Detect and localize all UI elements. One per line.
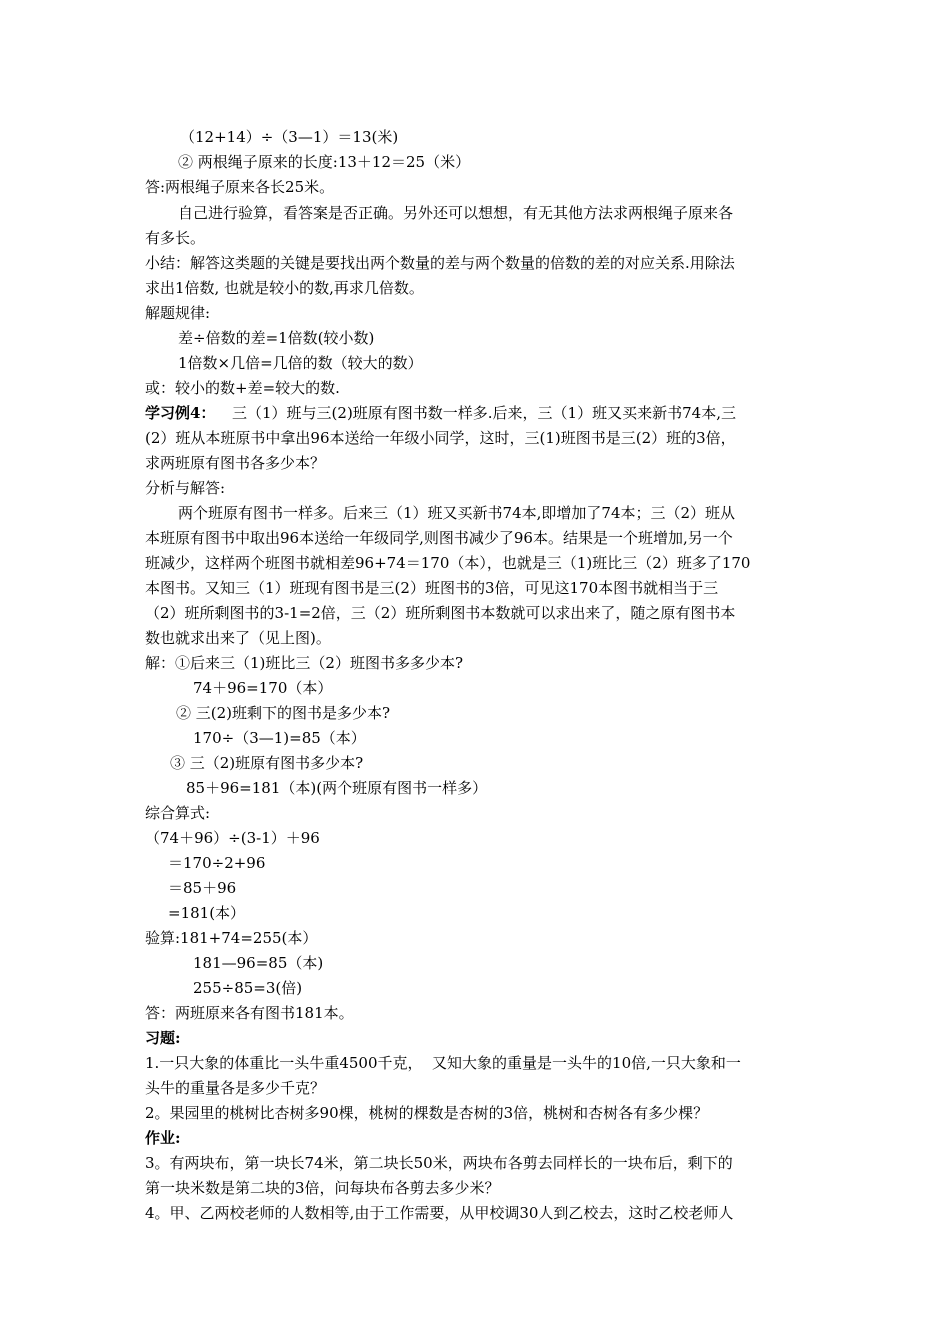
text-line: ③ 三（2)班原有图书多少本? — [170, 754, 364, 772]
text-line: 班减少，这样两个班图书就相差96+74＝170（本），也就是三（1)班比三（2）班多了170 — [145, 554, 751, 572]
text-line: 两个班原有图书一样多。后来三（1）班又买新书74本,即增加了74本；三（2）班从 — [178, 504, 736, 522]
text-line: 4。甲、乙两校老师的人数相等,由于工作需要，从甲校调30人到乙校去，这时乙校老师人 — [145, 1204, 734, 1222]
text-line: 头牛的重量各是多少千克？ — [145, 1079, 326, 1097]
text-line: 第一块米数是第二块的3倍，问每块布各剪去多少米？ — [145, 1179, 500, 1197]
text-line: 小结：解答这类题的关键是要找出两个数量的差与两个数量的倍数的差的对应关系.用除法 — [145, 254, 735, 272]
text-line: ＝85＋96 — [168, 879, 237, 897]
text-line: (2）班从本班原书中拿出96本送给一年级小同学，这时，三(1)班图书是三(2）班的3倍， — [145, 429, 736, 447]
text-line: 1.一只大象的体重比一头牛重4500千克， 又知大象的重量是一头牛的10倍,一只大象和一 — [145, 1054, 741, 1072]
text-line: 三（1）班与三(2)班原有图书数一样多.后来，三（1）班又买来新书74本,三 — [232, 404, 736, 422]
example-heading: 学习例4： — [145, 404, 216, 422]
text-line: 本班原有图书中取出96本送给一年级同学,则图书减少了96本。结果是一个班增加,另一个 — [145, 529, 733, 547]
text-line: （74＋96）÷(3-1）＋96 — [145, 829, 320, 847]
text-line: 分析与解答: — [145, 479, 226, 497]
homework-heading: 作业: — [145, 1129, 181, 1147]
text-line: 74＋96=170（本） — [193, 679, 333, 697]
text-line: 3。有两块布，第一块长74米，第二块长50米，两块布各剪去同样长的一块布后，剩下的 — [145, 1154, 733, 1172]
text-line: =181(本） — [168, 904, 246, 922]
text-line: 本图书。又知三（1）班现有图书是三(2）班图书的3倍，可见这170本图书就相当于三 — [145, 579, 719, 597]
exercise-heading: 习题: — [145, 1029, 181, 1047]
text-line: ＝170÷2+96 — [168, 854, 266, 872]
text-line: 1倍数×几倍=几倍的数（较大的数） — [178, 354, 423, 372]
text-line: ② 三(2)班剩下的图书是多少本? — [176, 704, 391, 722]
text-line: 有多长。 — [145, 229, 206, 247]
text-line: 求出1倍数, 也就是较小的数,再求几倍数。 — [145, 279, 424, 297]
text-line: 85＋96=181（本)(两个班原有图书一样多） — [186, 779, 488, 797]
text-line: 或：较小的数+差=较大的数. — [145, 379, 340, 397]
text-line: ② 两根绳子原来的长度:13＋12＝25（米） — [178, 153, 471, 171]
text-line: （12+14）÷（3—1）＝13(米) — [180, 128, 399, 146]
text-line: 255÷85=3(倍) — [193, 979, 303, 997]
text-line: 验算:181+74=255(本） — [145, 929, 318, 947]
text-line: 答:两根绳子原来各长25米。 — [145, 178, 335, 196]
text-line: 差÷倍数的差=1倍数(较小数) — [178, 329, 375, 347]
text-line: 求两班原有图书各多少本？ — [145, 454, 326, 472]
text-line: 2。果园里的桃树比杏树多90棵，桃树的棵数是杏树的3倍，桃树和杏树各有多少棵？ — [145, 1104, 709, 1122]
text-line: 数也就求出来了（见上图)。 — [145, 629, 331, 647]
text-line: 答：两班原来各有图书181本。 — [145, 1004, 354, 1022]
text-line: 自己进行验算，看答案是否正确。另外还可以想想，有无其他方法求两根绳子原来各 — [178, 204, 734, 222]
text-line: 综合算式: — [145, 804, 211, 822]
text-line: 解题规律: — [145, 304, 211, 322]
text-line: 解：①后来三（1)班比三（2）班图书多多少本? — [145, 654, 463, 672]
text-line: 170÷（3—1)=85（本） — [193, 729, 366, 747]
text-line: （2）班所剩图书的3-1=2倍，三（2）班所剩图书本数就可以求出来了，随之原有图书本 — [145, 604, 736, 622]
text-line: 181—96=85（本) — [193, 954, 324, 972]
